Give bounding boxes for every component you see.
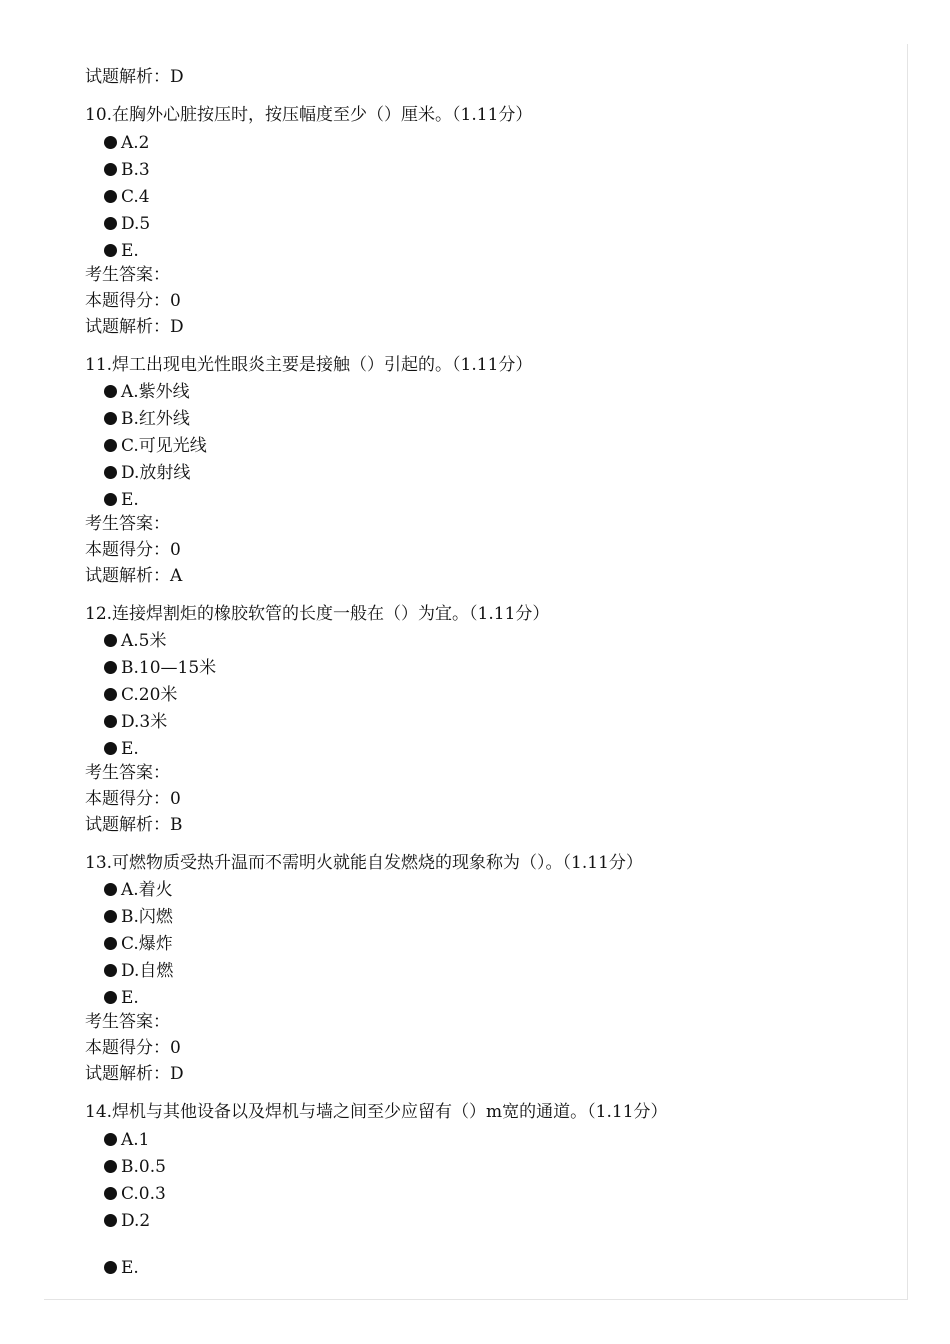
option-b[interactable] <box>104 655 216 681</box>
bullet-icon <box>104 466 117 479</box>
option-e[interactable] <box>104 487 139 513</box>
option-label: A.紫外线 <box>121 382 190 402</box>
option-label: A.着火 <box>121 880 173 900</box>
bullet-icon <box>104 1160 117 1173</box>
option-c[interactable] <box>104 682 177 708</box>
bullet-icon <box>104 883 117 896</box>
bullet-icon <box>104 412 117 425</box>
option-label: C.爆炸 <box>121 934 173 954</box>
page-border-right <box>907 44 908 1300</box>
option-label: B.10—15米 <box>121 658 217 678</box>
question-stem: 12.连接焊割炬的橡胶软管的长度一般在（）为宜。（1.11分） <box>85 604 550 624</box>
bullet-icon <box>104 163 117 176</box>
option-c[interactable] <box>104 433 207 459</box>
option-e[interactable] <box>104 238 139 264</box>
option-b[interactable] <box>104 157 150 183</box>
option-label: E. <box>121 241 139 261</box>
analysis-line: 试题解析：B <box>85 815 183 835</box>
question-score: 本题得分：0 <box>85 291 181 311</box>
bullet-icon <box>104 634 117 647</box>
option-b[interactable] <box>104 904 173 930</box>
analysis-line: 试题解析：D <box>85 317 184 337</box>
option-label: D.放射线 <box>121 463 191 483</box>
option-label: C.0.3 <box>121 1184 166 1204</box>
examinee-answer: 考生答案： <box>85 763 170 783</box>
bullet-icon <box>104 661 117 674</box>
examinee-answer: 考生答案： <box>85 514 170 534</box>
option-d[interactable] <box>104 1208 150 1234</box>
option-e[interactable] <box>104 1255 139 1281</box>
bullet-icon <box>104 1214 117 1227</box>
option-label: A.5米 <box>121 631 167 651</box>
bullet-icon <box>104 1133 117 1146</box>
option-a[interactable] <box>104 1127 150 1153</box>
option-label: A.2 <box>121 133 150 153</box>
option-label: D.3米 <box>121 712 168 732</box>
bullet-icon <box>104 244 117 257</box>
option-e[interactable] <box>104 985 139 1011</box>
bullet-icon <box>104 1261 117 1274</box>
bullet-icon <box>104 217 117 230</box>
question-score: 本题得分：0 <box>85 540 181 560</box>
option-a[interactable] <box>104 877 173 903</box>
bullet-icon <box>104 715 117 728</box>
option-label: E. <box>121 988 139 1008</box>
question-stem: 14.焊机与其他设备以及焊机与墙之间至少应留有（）m宽的通道。（1.11分） <box>85 1102 668 1122</box>
bullet-icon <box>104 493 117 506</box>
page-border-bottom <box>44 1299 908 1300</box>
analysis-line: 试题解析：D <box>85 67 184 87</box>
option-c[interactable] <box>104 1181 166 1207</box>
question-stem: 10.在胸外心脏按压时，按压幅度至少（）厘米。（1.11分） <box>85 105 533 125</box>
option-d[interactable] <box>104 460 190 486</box>
option-label: B.0.5 <box>121 1157 166 1177</box>
option-label: D.5 <box>121 214 151 234</box>
option-label: C.可见光线 <box>121 436 207 456</box>
option-label: C.20米 <box>121 685 178 705</box>
option-label: D.2 <box>121 1211 151 1231</box>
bullet-icon <box>104 688 117 701</box>
option-b[interactable] <box>104 406 190 432</box>
examinee-answer: 考生答案： <box>85 1012 170 1032</box>
option-b[interactable] <box>104 1154 166 1180</box>
option-label: E. <box>121 739 139 759</box>
bullet-icon <box>104 439 117 452</box>
option-e[interactable] <box>104 736 139 762</box>
bullet-icon <box>104 964 117 977</box>
bullet-icon <box>104 742 117 755</box>
bullet-icon <box>104 910 117 923</box>
bullet-icon <box>104 136 117 149</box>
option-c[interactable] <box>104 184 150 210</box>
question-score: 本题得分：0 <box>85 1038 181 1058</box>
bullet-icon <box>104 937 117 950</box>
option-a[interactable] <box>104 628 167 654</box>
option-a[interactable] <box>104 379 190 405</box>
bullet-icon <box>104 991 117 1004</box>
option-a[interactable] <box>104 130 150 156</box>
question-stem: 13.可燃物质受热升温而不需明火就能自发燃烧的现象称为（）。（1.11分） <box>85 853 643 873</box>
option-d[interactable] <box>104 709 167 735</box>
bullet-icon <box>104 190 117 203</box>
bullet-icon <box>104 1187 117 1200</box>
option-label: D.自燃 <box>121 961 174 981</box>
examinee-answer: 考生答案： <box>85 265 170 285</box>
option-d[interactable] <box>104 211 150 237</box>
analysis-line: 试题解析：A <box>85 566 183 586</box>
analysis-line: 试题解析：D <box>85 1064 184 1084</box>
option-label: E. <box>121 490 139 510</box>
option-label: A.1 <box>121 1130 150 1150</box>
option-d[interactable] <box>104 958 173 984</box>
option-c[interactable] <box>104 931 173 957</box>
option-label: B.3 <box>121 160 150 180</box>
question-score: 本题得分：0 <box>85 789 181 809</box>
question-stem: 11.焊工出现电光性眼炎主要是接触（）引起的。（1.11分） <box>85 355 533 375</box>
bullet-icon <box>104 385 117 398</box>
option-label: B.红外线 <box>121 409 190 429</box>
option-label: B.闪燃 <box>121 907 173 927</box>
option-label: E. <box>121 1258 139 1278</box>
option-label: C.4 <box>121 187 150 207</box>
